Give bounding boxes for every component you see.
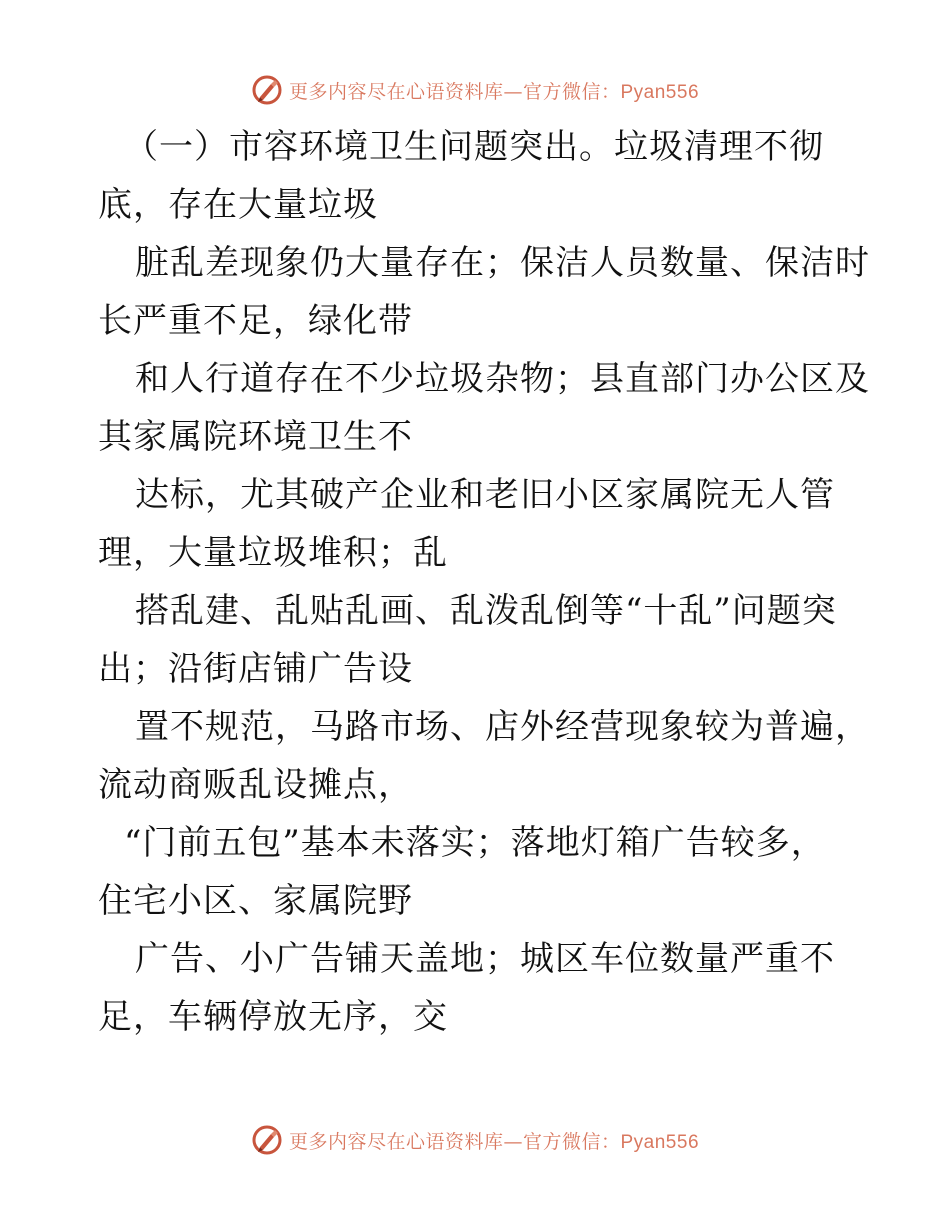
paragraph-line: 其家属院环境卫生不 (98, 417, 413, 457)
pen-circle-icon (251, 1124, 283, 1156)
paragraph-line: 长严重不足，绿化带 (98, 301, 413, 341)
header-watermark (0, 70, 950, 110)
watermark-text: 更多内容尽在心语资料库—官方微信：Pyan556 (288, 80, 700, 103)
paragraph-line: （一）市容环境卫生问题突出。垃圾清理不彻 (124, 127, 824, 167)
paragraph-line: 达标，尤其破产企业和老旧小区家属院无人管 (135, 475, 835, 515)
paragraph (98, 466, 858, 582)
paragraph-line: 和人行道存在不少垃圾杂物；县直部门办公区及 (135, 359, 870, 399)
paragraph (98, 930, 858, 1046)
watermark-group (251, 1124, 699, 1156)
paragraph (98, 350, 870, 466)
watermark-text: 更多内容尽在心语资料库—官方微信：Pyan556 (288, 1130, 700, 1153)
paragraph-line: 住宅小区、家属院野 (98, 881, 413, 921)
paragraph-line: 置不规范，马路市场、店外经营现象较为普遍， (135, 707, 870, 747)
paragraph-line: 广告、小广告铺天盖地；城区车位数量严重不 (135, 939, 835, 979)
footer-watermark (0, 1120, 950, 1160)
paragraph-line: 底，存在大量垃圾 (98, 185, 378, 225)
document-body (98, 118, 870, 1046)
paragraph-line: 理，大量垃圾堆积；乱 (98, 533, 448, 573)
paragraph-line: 足，车辆停放无序，交 (98, 997, 448, 1037)
paragraph-line: 出；沿街店铺广告设 (98, 649, 413, 689)
paragraph-line: 脏乱差现象仍大量存在；保洁人员数量、保洁时 (135, 243, 870, 283)
paragraph (98, 582, 858, 698)
watermark-group (251, 74, 699, 106)
paragraph-line: 流动商贩乱设摊点， (98, 765, 413, 805)
paragraph-line: “门前五包”基本未落实；落地灯箱广告较多， (124, 823, 826, 863)
paragraph (98, 698, 870, 814)
paragraph (98, 814, 858, 930)
paragraph (98, 118, 858, 234)
paragraph (98, 234, 870, 350)
pen-circle-icon (251, 74, 283, 106)
paragraph-line: 搭乱建、乱贴乱画、乱泼乱倒等“十乱”问题突 (135, 591, 837, 631)
